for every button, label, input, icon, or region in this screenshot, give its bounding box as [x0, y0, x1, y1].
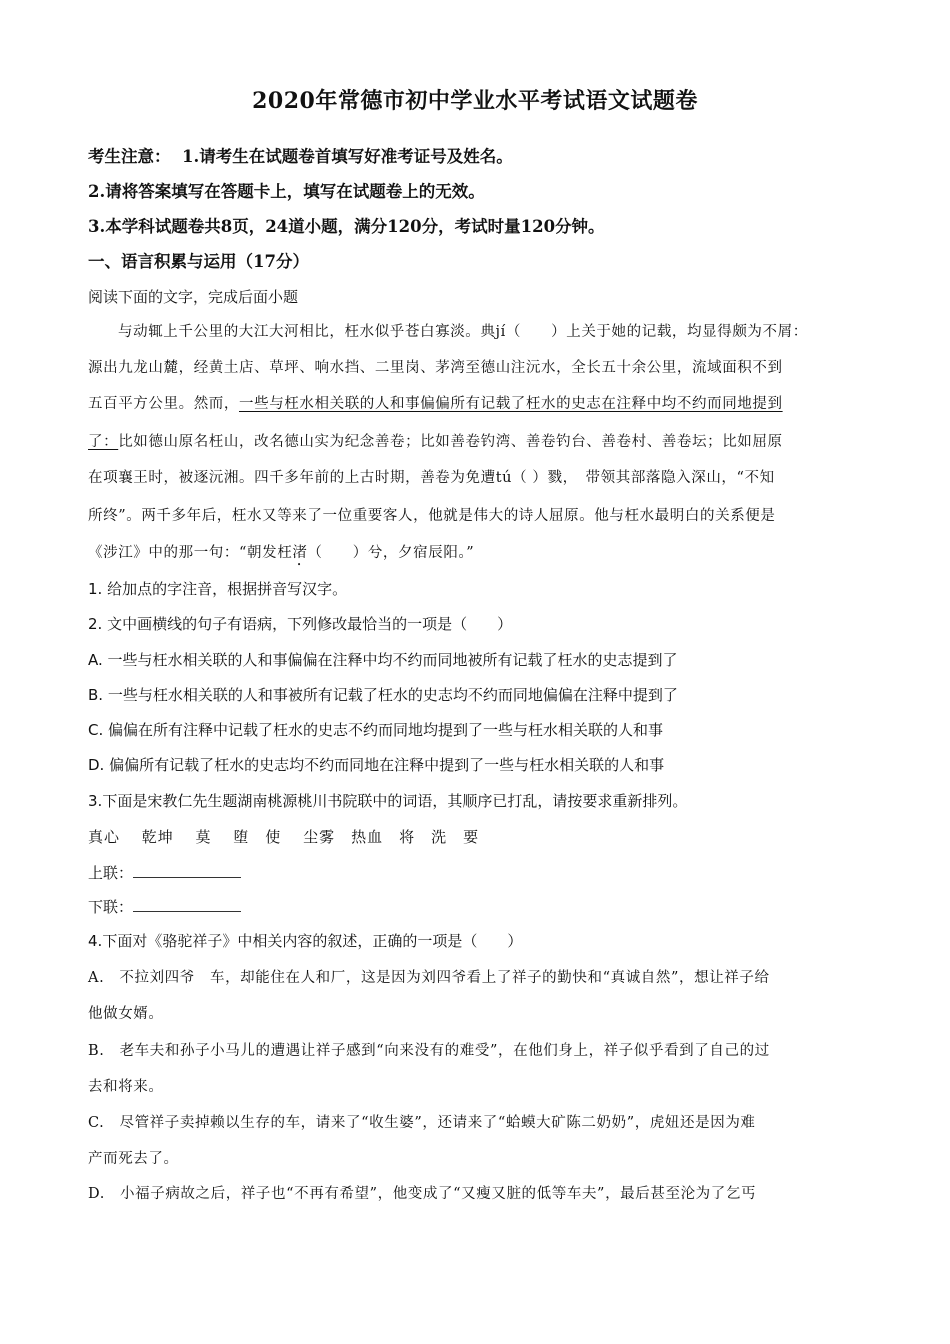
option-text: 一些与枉水相关联的人和事偏偏在注释中均不约而同地被所有记载了枉水的史志提到了	[107, 651, 678, 669]
lower-couplet-blank	[133, 897, 241, 912]
question-4-option-a-line-1: A. 不拉刘四爷 车，却能住在人和厂，这是因为刘四爷看上了祥子的勤快和“真诚自然”，想让祥子给	[88, 970, 770, 986]
question-2-text: 文中画横线的句子有语病，下列修改最恰当的一项是（ ）	[107, 615, 513, 633]
notice-label: 考生注意：	[88, 147, 171, 166]
underlined-sentence-part-1: 一些与枉水相关联的人和事偏偏所有记载了枉水的史志在注释中均不约而同地提到	[239, 396, 783, 412]
passage-line-4	[88, 430, 783, 451]
question-2-option-d	[88, 754, 664, 775]
question-4-text: 下面对《骆驼祥子》中相关内容的叙述，正确的一项是（ ）	[102, 932, 523, 950]
question-4-option-b-line-2: 去和将来。	[88, 1079, 164, 1095]
question-3	[88, 790, 687, 811]
lower-couplet-label: 下联：	[88, 898, 134, 916]
option-text: 偏偏在所有注释中记载了枉水的史志不约而同地均提到了一些与枉水相关联的人和事	[108, 721, 664, 739]
upper-couplet-label: 上联：	[88, 864, 134, 882]
question-4-option-d-line-1: D. 小福子病故之后，祥子也“不再有希望”，他变成了“又瘦又脏的低等车夫”，最后甚至沦为了乞丐	[88, 1186, 757, 1202]
question-1-number: 1.	[88, 580, 103, 598]
question-1	[88, 578, 347, 599]
underlined-sentence-part-2: 了：	[88, 434, 119, 450]
upper-couplet-blank	[133, 863, 241, 878]
question-4-option-c-line-2: 产而死去了。	[88, 1151, 179, 1167]
notice-item-2: 2.请将答案填写在答题卡上，填写在试题卷上的无效。	[88, 182, 485, 201]
option-letter: C.	[88, 721, 104, 739]
passage-line-3-start: 五百平方公里。然而，	[88, 396, 239, 412]
passage-line-7	[88, 541, 474, 569]
page-title: 2020年常德市初中学业水平考试语文试题卷	[252, 88, 698, 114]
option-text: 偏偏所有记载了枉水的史志均不约而同地在注释中提到了一些与枉水相关联的人和事	[109, 756, 665, 774]
lower-couplet-line	[88, 896, 241, 917]
notice-item-1: 1.请考生在试题卷首填写好准考证号及姓名。	[182, 147, 513, 166]
question-2-option-b	[88, 684, 678, 705]
question-2-number: 2.	[88, 615, 103, 633]
passage-line-1: 与动辄上千公里的大江大河相比，枉水似乎苍白寡淡。典jí（ ）上关于她的记载，均显得颇为不屑：	[118, 324, 808, 340]
question-3-text: 下面是宋教仁先生题湖南桃源桃川书院联中的词语，其顺序已打乱，请按要求重新排列。	[102, 792, 688, 810]
dotted-character: 渚	[292, 545, 308, 561]
section-heading: 一、语言积累与运用（17分）	[88, 252, 309, 271]
question-4-number: 4.	[88, 932, 103, 950]
notice-item-3: 3.本学科试题卷共8页，24道小题，满分120分，考试时量120分钟。	[88, 217, 605, 236]
option-letter: A.	[88, 651, 103, 669]
passage-line-7-start: 《涉江》中的那一句：“朝发枉	[88, 545, 293, 561]
option-letter: D.	[88, 756, 105, 774]
question-4-option-c-line-1: C. 尽管祥子卖掉赖以生存的车，请来了“收生婆”，还请来了“蛤蟆大矿陈二奶奶”，虎妞还是因为难	[88, 1115, 756, 1131]
passage-line-6: 所终”。两千多年后，枉水又等来了一位重要客人，他就是伟大的诗人屈原。他与枉水最明白的关系便是	[88, 508, 776, 524]
question-2	[88, 613, 512, 634]
passage-line-4-rest: 比如德山原名枉山，改名德山实为纪念善卷；比如善卷钓湾、善卷钓台、善卷村、善卷坛；比如屈原	[118, 434, 783, 450]
upper-couplet-line	[88, 862, 241, 883]
question-2-option-a	[88, 649, 678, 670]
option-text: 一些与枉水相关联的人和事被所有记载了枉水的史志均不约而同地偏偏在注释中提到了	[107, 686, 678, 704]
passage-line-3	[88, 392, 783, 413]
question-4	[88, 930, 522, 951]
question-3-number: 3.	[88, 792, 103, 810]
notice-line-1	[88, 143, 513, 167]
option-letter: B.	[88, 686, 104, 704]
section-instruction: 阅读下面的文字，完成后面小题	[88, 288, 299, 306]
passage-line-2: 源出九龙山麓，经黄土店、草坪、响水挡、二里岗、茅湾至德山注沅水，全长五十余公里，流域面积不到	[88, 360, 783, 376]
question-4-option-a-line-2: 他做女婿。	[88, 1006, 164, 1022]
question-4-option-b-line-1: B. 老车夫和孙子小马儿的遭遇让祥子感到“向来没有的难受”，在他们身上，祥子似乎看到了自己的过	[88, 1043, 770, 1059]
passage-line-5: 在项襄王时，被逐沅湘。四千多年前的上古时期，善卷为免遭tú（ ）戮， 带领其部落隐入深山，“不知	[88, 470, 775, 486]
passage-line-7-end: （ ）兮，夕宿辰阳。”	[307, 545, 475, 561]
question-1-text: 给加点的字注音，根据拼音写汉字。	[107, 580, 348, 598]
question-2-option-c	[88, 719, 663, 740]
question-3-words: 真心 乾坤 莫 堕 使 尘雾 热血 将 洗 要	[88, 828, 480, 846]
